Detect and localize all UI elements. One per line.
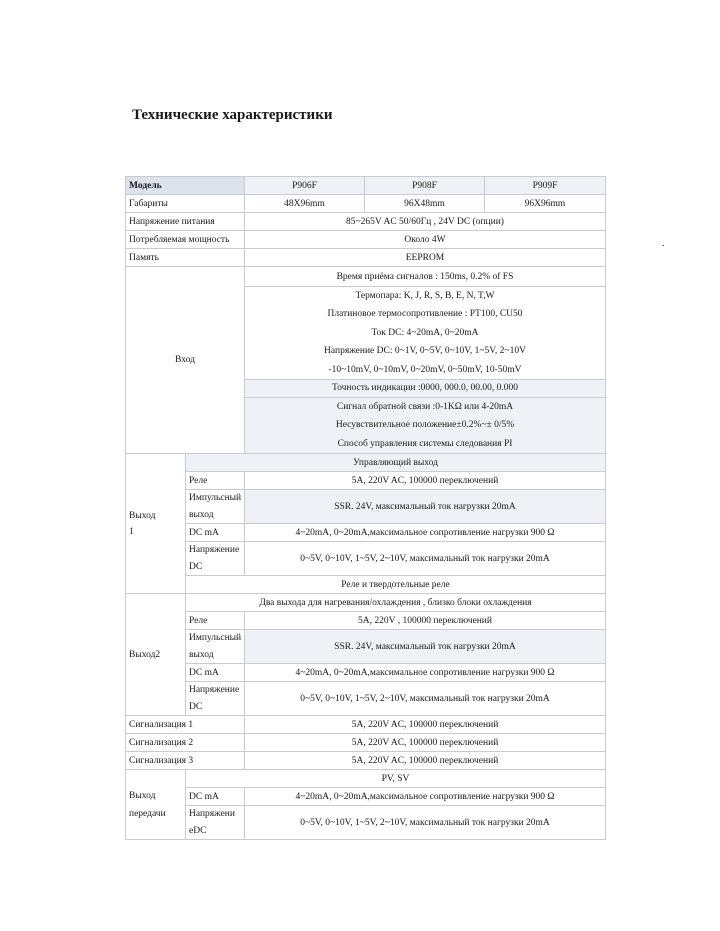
- consumption-label: Потребляемая мощность: [126, 231, 245, 249]
- output2-pulse-value: SSR. 24V, максимальный ток нагрузки 20mA: [245, 630, 606, 664]
- output1-label: [126, 454, 186, 594]
- power-value: 85~265V AC 50/60Гц , 24V DC (опции): [245, 213, 606, 231]
- output2-header: Два выхода для нагревания/охлаждения , близко блоки охлаждения: [186, 594, 606, 612]
- transmission-voltage-value: 0~5V, 0~10V, 1~5V, 2~10V, максимальный ток нагрузки 20mA: [245, 806, 606, 840]
- table-row-trans-dcma: [126, 788, 606, 806]
- output1-voltage-value: 0~5V, 0~10V, 1~5V, 2~10V, максимальный ток нагрузки 20mA: [245, 542, 606, 576]
- input-type-line: Термопара: K, J, R, S, B, E, N, T,W: [355, 291, 495, 301]
- output2-relay-label: Реле: [186, 612, 245, 630]
- output2-pulse-label: [186, 630, 245, 664]
- dims-p908f: 96X48mm: [365, 195, 485, 213]
- output2-dcma-label: DC mA: [186, 664, 245, 682]
- alarm-value: 5A, 220V AC, 100000 переключений: [245, 734, 606, 752]
- alarm-value: 5A, 220V AC, 100000 переключений: [245, 752, 606, 770]
- input-type-line: -10~10mV, 0~10mV, 0~20mV, 0~50mV, 10-50mV: [328, 364, 522, 375]
- input-label: Вход: [126, 267, 245, 454]
- table-row-trans-voltage: [126, 806, 606, 840]
- output1-dcma-value: 4~20mA, 0~20mA,максимальное сопротивление нагрузки 900 Ω: [245, 524, 606, 542]
- transmission-label-line: Выход: [129, 790, 156, 801]
- output1-voltage-label: [186, 542, 245, 576]
- alarm-value: 5A, 220V AC, 100000 переключений: [245, 716, 606, 734]
- output2-label: Выход2: [126, 594, 186, 716]
- table-row-out1-dcma: [126, 524, 606, 542]
- feedback-line: Способ управления системы следования PI: [337, 438, 513, 449]
- table-row-out2-header: [126, 594, 606, 612]
- table-row-out1-header: [126, 454, 606, 472]
- output2-relay-value: 5A, 220V , 100000 переключений: [245, 612, 606, 630]
- table-row-out1-pulse: [126, 490, 606, 524]
- table-row-alarm-3: [126, 752, 606, 770]
- table-row-consumption: [126, 231, 606, 249]
- table-row-out2-dcma: [126, 664, 606, 682]
- alarm-label: Сигнализация 1: [126, 716, 245, 734]
- transmission-dcma-label: DC mA: [186, 788, 245, 806]
- table-row-trans-header: [126, 770, 606, 788]
- output2-dcma-value: 4~20mA, 0~20mA,максимальное сопротивление нагрузки 900 Ω: [245, 664, 606, 682]
- alarm-label: Сигнализация 3: [126, 752, 245, 770]
- alarm-label: Сигнализация 2: [126, 734, 245, 752]
- voltage-label-line: Напряжени: [189, 809, 235, 820]
- input-accuracy: Точность индикации :0000, 000.0, 00.00, 0.000: [245, 379, 606, 397]
- page-title: Технические характеристики: [132, 107, 333, 123]
- table-row-out2-relay: [126, 612, 606, 630]
- consumption-value: Около 4W: [245, 231, 606, 249]
- output2-voltage-value: 0~5V, 0~10V, 1~5V, 2~10V, максимальный ток нагрузки 20mA: [245, 682, 606, 716]
- voltage-label-line: DC: [189, 562, 203, 573]
- header-p909f: P909F: [485, 177, 606, 195]
- pulse-label-line: Импульсный: [189, 493, 242, 504]
- output1-footer: Реле и твердотельные реле: [186, 576, 606, 594]
- pulse-label-line: Импульсный: [189, 633, 242, 644]
- table-row-out2-pulse: [126, 630, 606, 664]
- voltage-label-line: DC: [189, 702, 203, 713]
- voltage-label-line: Напряжение: [189, 545, 240, 556]
- pulse-label-line: выход: [189, 510, 214, 521]
- feedback-line: Несувствительное положение±0.2%~± 0/5%: [335, 420, 515, 431]
- input-feedback: [245, 397, 606, 453]
- table-row-out2-voltage: [126, 682, 606, 716]
- header-p908f: P908F: [365, 177, 485, 195]
- input-sampling: Время приёма сигналов : 150ms, 0.2% of FS: [245, 267, 606, 287]
- power-label: Напряжение питания: [126, 213, 245, 231]
- header-p906f: P906F: [245, 177, 365, 195]
- stray-mark: .: [662, 238, 665, 249]
- dims-label: Габариты: [126, 195, 245, 213]
- transmission-header: PV, SV: [186, 770, 606, 788]
- output1-pulse-label: [186, 490, 245, 524]
- table-row-out1-footer: [126, 576, 606, 594]
- transmission-dcma-value: 4~20mA, 0~20mA,максимальное сопротивление нагрузки 900 Ω: [245, 788, 606, 806]
- table-row-input-sampling: [126, 267, 606, 287]
- output1-relay-value: 5A, 220V AC, 100000 переключений: [245, 472, 606, 490]
- table-row-dims: [126, 195, 606, 213]
- pulse-label-line: выход: [189, 650, 214, 661]
- memory-label: Память: [126, 249, 245, 267]
- table-row-memory: [126, 249, 606, 267]
- feedback-line: Сигнал обратной связи :0-1KΩ или 4-20mA: [336, 401, 514, 412]
- output1-dcma-label: DC mA: [186, 524, 245, 542]
- voltage-label-line: Напряжение: [189, 685, 240, 696]
- header-model: Модель: [126, 177, 245, 195]
- table-row-alarm-2: [126, 734, 606, 752]
- output1-relay-label: Реле: [186, 472, 245, 490]
- dims-p906f: 48X96mm: [245, 195, 365, 213]
- input-type-line: Ток DC: 4~20mA, 0~20mA: [371, 327, 479, 338]
- memory-value: EEPROM: [245, 249, 606, 267]
- table-row-out1-voltage: [126, 542, 606, 576]
- output2-voltage-label: [186, 682, 245, 716]
- input-type-line: Напряжение DC: 0~1V, 0~5V, 0~10V, 1~5V, 2~10V: [324, 346, 526, 357]
- transmission-voltage-label: [186, 806, 245, 840]
- table-row-out1-relay: [126, 472, 606, 490]
- output1-label-line: 1: [129, 526, 134, 537]
- output1-pulse-value: SSR. 24V, максимальный ток нагрузки 20mA: [245, 490, 606, 524]
- dims-p909f: 96X96mm: [485, 195, 606, 213]
- input-type-line: Платиновое термосопротивление : PT100, CU50: [327, 309, 523, 320]
- input-types: [245, 287, 606, 380]
- table-row-alarm-1: [126, 716, 606, 734]
- spec-table: [125, 176, 606, 840]
- transmission-label-line: передачи: [129, 808, 166, 819]
- output1-header: Управляющий выход: [186, 454, 606, 472]
- transmission-label: [126, 770, 186, 840]
- output1-label-line: Выход: [129, 510, 156, 521]
- table-row-header: [126, 177, 606, 195]
- table-row-power: [126, 213, 606, 231]
- voltage-label-line: eDC: [189, 826, 207, 837]
